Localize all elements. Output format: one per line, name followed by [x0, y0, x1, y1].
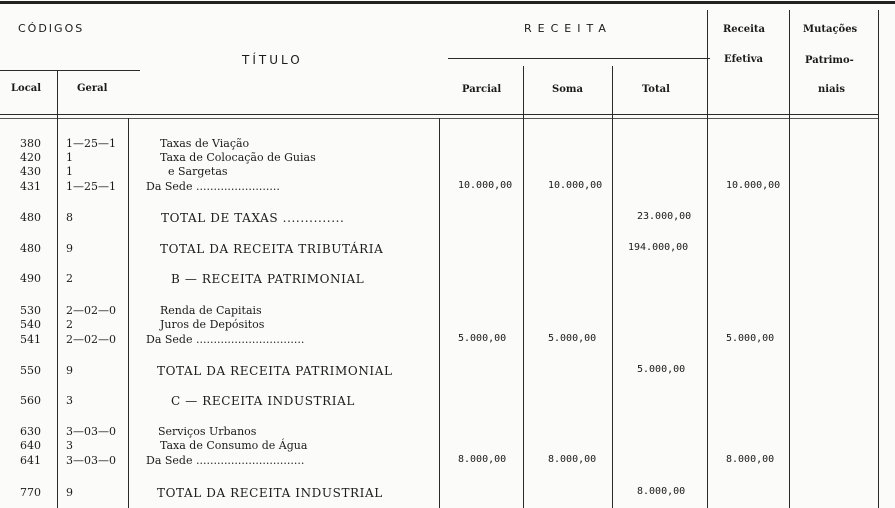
row-local: 431 [20, 180, 41, 193]
vrule-parcial-soma [523, 66, 524, 508]
row-geral: 1—25—1 [66, 180, 116, 193]
vrule-efetiva-mutacoes [789, 10, 790, 508]
row-titulo: Serviços Urbanos [158, 425, 257, 438]
row-total: 5.000,00 [637, 364, 686, 375]
row-titulo: Taxa de Colocação de Guias [160, 151, 316, 164]
row-local: 490 [20, 272, 41, 285]
row-local: 380 [20, 137, 41, 150]
vrule-total-efetiva [707, 10, 708, 508]
row-local: 550 [20, 364, 41, 377]
header-receita-efetiva-1: Receita [723, 24, 766, 35]
row-geral: 3—03—0 [66, 425, 116, 438]
header-mutacoes-3: niais [818, 84, 845, 95]
row-titulo: C — RECEITA INDUSTRIAL [171, 394, 355, 408]
row-efetiva: 5.000,00 [726, 333, 775, 344]
row-geral: 1 [66, 151, 73, 164]
row-titulo: Renda de Capitais [160, 304, 262, 317]
receita-underline [448, 58, 710, 59]
row-titulo: Da Sede ............................... [146, 454, 305, 467]
row-local: 480 [20, 242, 41, 255]
row-geral: 3 [66, 394, 73, 407]
codigos-underline [0, 70, 140, 71]
row-efetiva: 8.000,00 [726, 454, 775, 465]
row-geral: 2—02—0 [66, 333, 116, 346]
row-soma: 10.000,00 [548, 180, 603, 191]
row-titulo: e Sargetas [168, 165, 228, 178]
header-titulo: TÍTULO [242, 53, 303, 67]
row-local: 770 [20, 486, 41, 499]
row-titulo: TOTAL DA RECEITA INDUSTRIAL [157, 486, 383, 500]
vrule-soma-total [612, 66, 613, 508]
row-geral: 2 [66, 318, 73, 331]
row-geral: 9 [66, 486, 73, 499]
header-total: Total [642, 84, 670, 95]
row-geral: 3—03—0 [66, 454, 116, 467]
row-geral: 1—25—1 [66, 137, 116, 150]
row-titulo: TOTAL DA RECEITA TRIBUTÁRIA [160, 242, 384, 256]
header-receita: RECEITA [524, 22, 612, 35]
header-receita-efetiva-2: Efetiva [724, 54, 763, 65]
row-titulo: TOTAL DE TAXAS .............. [161, 211, 345, 225]
header-codigos: CÓDIGOS [18, 22, 85, 35]
row-geral: 3 [66, 439, 73, 452]
row-titulo: Juros de Depósitos [160, 318, 265, 331]
header-soma: Soma [552, 84, 583, 95]
row-titulo: B — RECEITA PATRIMONIAL [171, 272, 365, 286]
row-geral: 9 [66, 364, 73, 377]
row-geral: 8 [66, 211, 73, 224]
header-geral: Geral [77, 83, 108, 94]
row-local: 560 [20, 394, 41, 407]
row-local: 420 [20, 151, 41, 164]
vrule-right-edge [878, 10, 879, 508]
row-titulo: Taxas de Viação [160, 137, 250, 150]
row-local: 540 [20, 318, 41, 331]
row-titulo: Da Sede ............................... [146, 333, 305, 346]
header-mutacoes-2: Patrimo- [805, 55, 854, 66]
row-titulo: Da Sede ........................ [146, 180, 280, 193]
row-geral: 2 [66, 272, 73, 285]
vrule-titulo-parcial [439, 118, 440, 508]
row-total: 23.000,00 [637, 211, 692, 222]
row-soma: 8.000,00 [548, 454, 597, 465]
row-local: 541 [20, 333, 41, 346]
row-parcial: 10.000,00 [458, 180, 513, 191]
row-total: 194.000,00 [628, 242, 689, 253]
vrule-local-geral [57, 70, 58, 508]
row-local: 530 [20, 304, 41, 317]
row-efetiva: 10.000,00 [726, 180, 781, 191]
vrule-geral-titulo [128, 118, 129, 508]
row-total: 8.000,00 [637, 486, 686, 497]
header-mutacoes-1: Mutações [803, 24, 858, 35]
header-bottom-rule [0, 114, 878, 115]
row-local: 480 [20, 211, 41, 224]
row-local: 640 [20, 439, 41, 452]
row-geral: 2—02—0 [66, 304, 116, 317]
header-local: Local [11, 83, 42, 94]
row-titulo: TOTAL DA RECEITA PATRIMONIAL [157, 364, 393, 378]
top-rule [0, 1, 895, 4]
row-soma: 5.000,00 [548, 333, 597, 344]
row-local: 430 [20, 165, 41, 178]
row-parcial: 5.000,00 [458, 333, 507, 344]
row-parcial: 8.000,00 [458, 454, 507, 465]
row-titulo: Taxa de Consumo de Água [160, 439, 308, 452]
row-local: 641 [20, 454, 41, 467]
header-parcial: Parcial [462, 84, 502, 95]
row-geral: 1 [66, 165, 73, 178]
row-local: 630 [20, 425, 41, 438]
row-geral: 9 [66, 242, 73, 255]
